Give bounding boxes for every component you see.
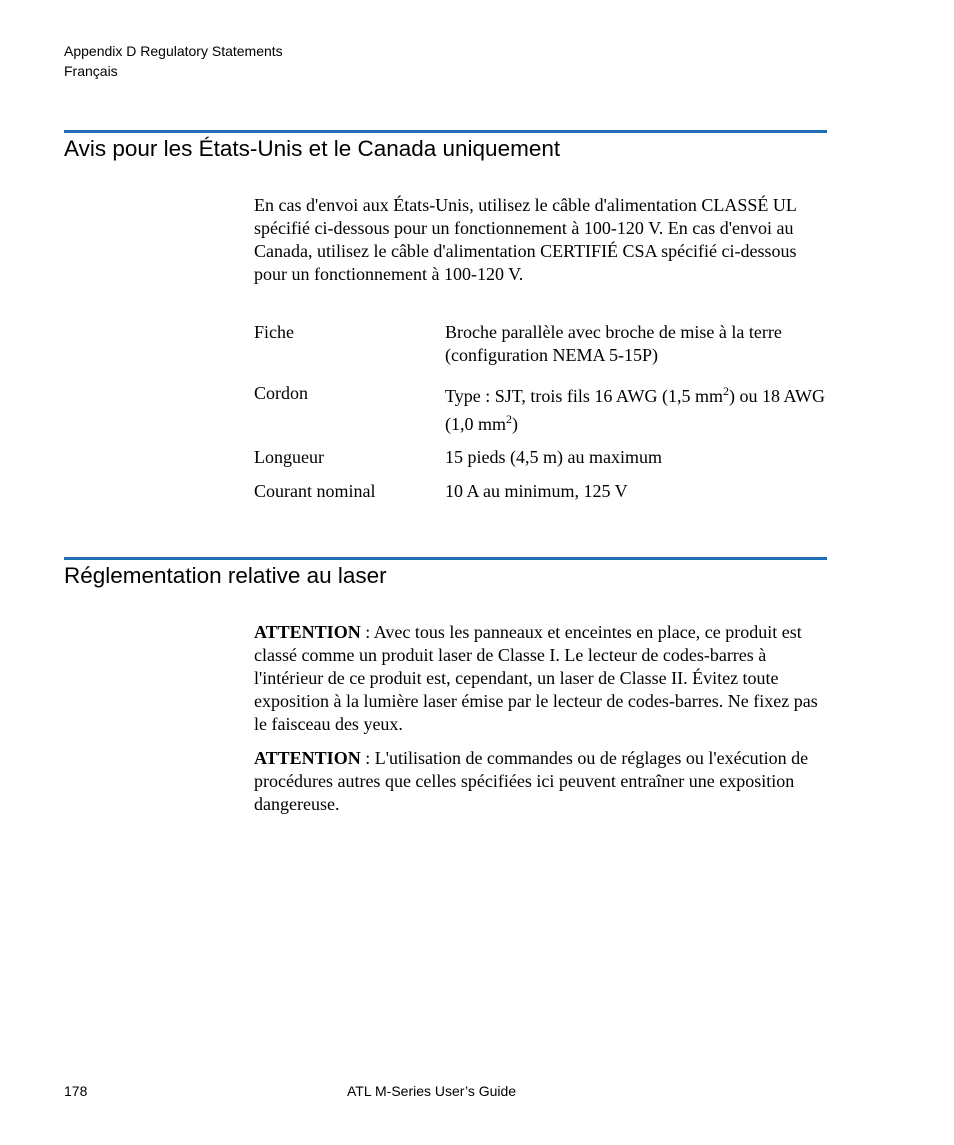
spec-value: Broche parallèle avec broche de mise à la terre (configuration NEMA 5-15P) <box>445 322 782 365</box>
running-head-subsection: Français <box>64 63 118 79</box>
laser-caution-1 <box>254 621 829 736</box>
caution-text: : L'utilisation de commandes ou de réglages ou l'exécution de procédures autres que celles spécifiées ici peuvent entraîner une exposition dangereuse. <box>254 748 809 814</box>
caution-label: ATTENTION <box>254 748 361 768</box>
superscript: 2 <box>506 412 512 426</box>
spec-value: 10 A au minimum, 125 V <box>445 481 628 501</box>
section-heading-us-canada: Avis pour les États-Unis et le Canada uniquement <box>64 136 561 161</box>
running-head <box>64 41 283 81</box>
caution-text: : Avec tous les panneaux et enceintes en place, ce produit est classé comme un produit laser de Classe I. Le lecteur de codes-barres à l'intérieur de ce produit est, cependant, un laser de Classe II. Évitez toute exposition à la lumière laser émise par le lecteur de codes-barres. Ne fixez pas le faisceau des yeux. <box>254 622 818 734</box>
power-cord-intro <box>254 194 829 286</box>
superscript: 2 <box>722 384 729 398</box>
spec-label: Longueur <box>254 447 324 467</box>
intro-paragraph: En cas d'envoi aux États-Unis, utilisez le câble d'alimentation CLASSÉ UL spécifié ci-dessous pour un fonctionnement à 100-120 V. En cas d'envoi au Canada, utilisez le câble d'alimentation CERTIFIÉ CSA spécifié ci-dessous pour un fonctionnement à 100-120 V. <box>254 195 797 284</box>
caution-paragraph <box>254 747 829 816</box>
spec-value-text: Type : SJT, trois fils 16 AWG (1,5 mm <box>445 386 723 406</box>
laser-caution-2 <box>254 747 829 816</box>
spec-label: Fiche <box>254 322 294 342</box>
spec-value <box>445 382 825 438</box>
book-title: ATL M-Series User’s Guide <box>347 1083 517 1099</box>
spec-label: Cordon <box>254 383 308 403</box>
caution-label: ATTENTION <box>254 622 361 642</box>
page-number: 178 <box>64 1083 88 1099</box>
spec-value-text: ) <box>512 414 518 434</box>
running-head-chapter: Appendix D Regulatory Statements <box>64 43 283 59</box>
spec-label: Courant nominal <box>254 481 376 501</box>
caution-paragraph <box>254 621 829 736</box>
section-rule <box>64 557 827 560</box>
section-heading-laser: Réglementation relative au laser <box>64 563 387 588</box>
spec-value: 15 pieds (4,5 m) au maximum <box>445 447 662 467</box>
section-rule <box>64 130 827 133</box>
spec-value-text: ) ou 18 AWG (1,0 mm <box>445 386 826 434</box>
